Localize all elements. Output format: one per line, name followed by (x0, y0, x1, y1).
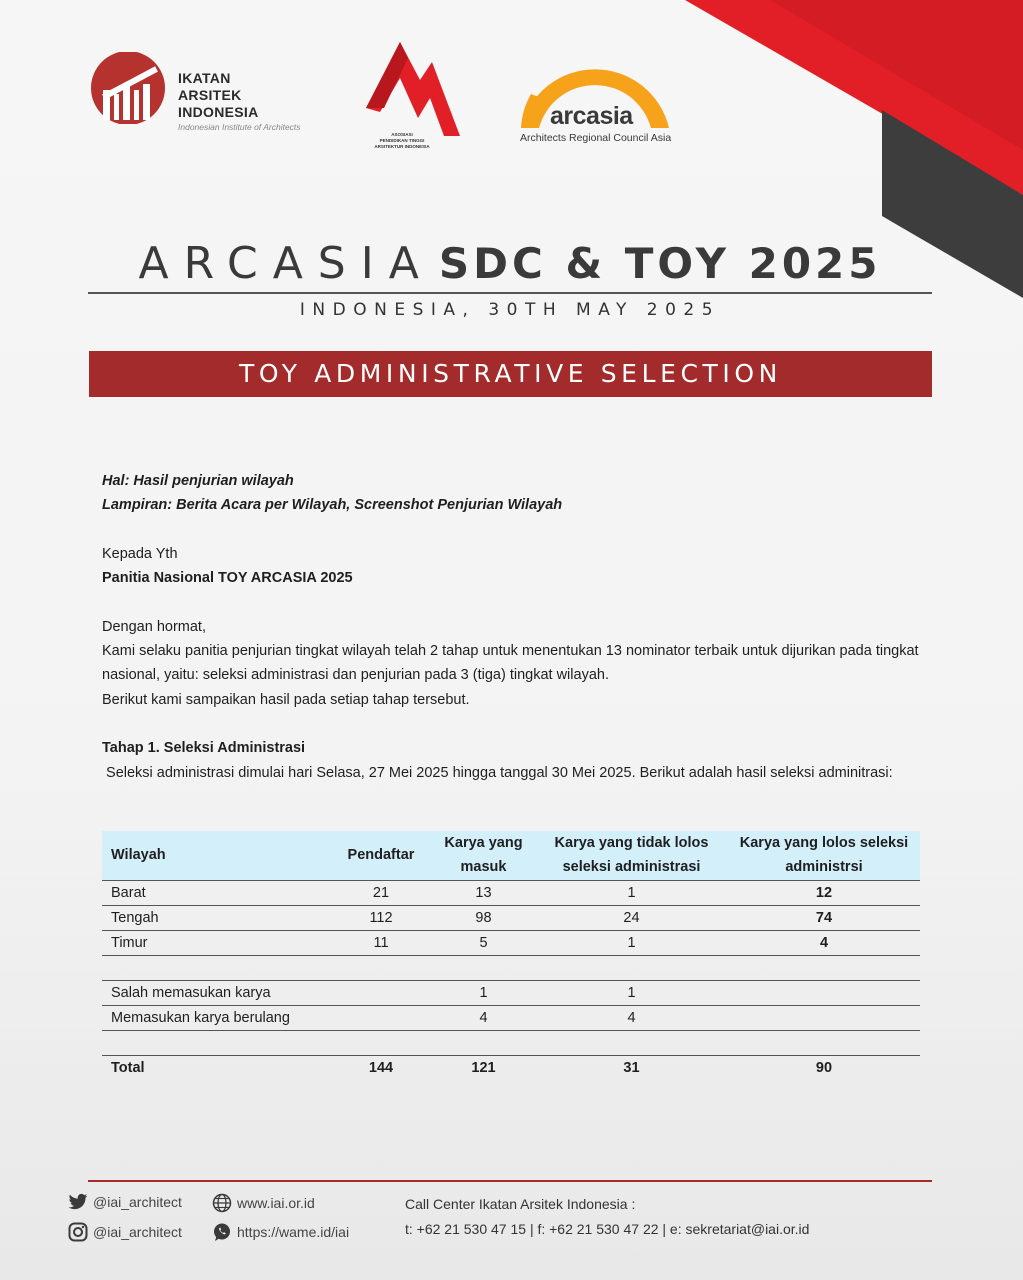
cell-wilayah: Memasukan karya berulang (102, 1005, 330, 1030)
table-row (102, 1005, 920, 1030)
letter-recipient: Panitia Nasional TOY ARCASIA 2025 (102, 570, 353, 587)
cell-wilayah: Salah memasukan karya (102, 980, 330, 1005)
call-center-label: Call Center Ikatan Arsitek Indonesia : (405, 1196, 636, 1212)
footer-instagram[interactable] (68, 1222, 182, 1242)
table-row (102, 980, 920, 1005)
col-pendaftar: Pendaftar (330, 831, 432, 880)
table-spacer-row (102, 955, 920, 980)
total-pendaftar: 144 (330, 1055, 432, 1080)
cell-tidak: 4 (535, 1005, 728, 1030)
aptai-caption-3: ARSITEKTUR INDONESIA (374, 144, 430, 149)
aptai-caption-2: PENDIDIKAN TINGGI (379, 138, 425, 143)
iai-name-line2: ARSITEK (178, 87, 242, 103)
col-tidak-line1: Karya yang tidak lolos (554, 835, 709, 852)
col-wilayah: Wilayah (102, 831, 330, 880)
footer-twitter[interactable] (68, 1193, 182, 1211)
cell-tidak: 1 (535, 930, 728, 955)
col-lolos-line2: administrsi (785, 859, 863, 876)
table-row (102, 905, 920, 930)
cell-pendaftar: 21 (330, 880, 432, 905)
table-header-row (102, 831, 920, 880)
total-lolos: 90 (728, 1055, 920, 1080)
website-url: www.iai.or.id (237, 1195, 315, 1211)
instagram-icon (68, 1222, 88, 1242)
iai-logo (88, 52, 328, 132)
cell-lolos: 74 (728, 905, 920, 930)
aptai-caption-1: ASOSIASI (391, 132, 413, 137)
letter-paragraph-2: Berikut kami sampaikan hasil pada setiap tahap tersebut. (102, 691, 470, 708)
title-arcasia: ARCASIA (138, 238, 434, 289)
col-lolos-line1: Karya yang lolos seleksi (739, 835, 909, 852)
whatsapp-icon (212, 1222, 232, 1242)
twitter-icon (68, 1193, 88, 1211)
cell-masuk: 98 (432, 905, 535, 930)
letter-attachment: Lampiran: Berita Acara per Wilayah, Screenshot Penjurian Wilayah (102, 497, 563, 514)
cell-tidak: 24 (535, 905, 728, 930)
results-table (102, 831, 920, 1080)
footer-website[interactable] (212, 1193, 315, 1213)
total-label: Total (102, 1055, 330, 1080)
table-total-row (102, 1055, 920, 1080)
table-row (102, 880, 920, 905)
letter-body (102, 469, 922, 785)
section-text: Seleksi administrasi dimulai hari Selasa, 27 Mei 2025 hingga tanggal 30 Mei 2025. Berikut adalah hasil seleksi adminitrasi: (102, 764, 893, 781)
whatsapp-url: https://wame.id/iai (237, 1224, 350, 1240)
cell-wilayah: Timur (102, 930, 330, 955)
aptai-logo-icon (362, 40, 466, 140)
title-divider (88, 292, 932, 294)
iai-name-line3: INDONESIA (178, 104, 259, 120)
col-tidak-line2: seleksi administrasi (562, 859, 701, 876)
cell-pendaftar: 11 (330, 930, 432, 955)
letter-to: Kepada Yth (102, 545, 178, 562)
arcasia-logo (517, 50, 677, 150)
cell-wilayah: Tengah (102, 905, 330, 930)
col-lolos (728, 831, 920, 880)
total-tidak: 31 (535, 1055, 728, 1080)
cell-masuk: 5 (432, 930, 535, 955)
letter-greeting: Dengan hormat, (102, 618, 206, 635)
cell-pendaftar: 112 (330, 905, 432, 930)
twitter-handle: @iai_architect (93, 1194, 182, 1210)
footer-divider (88, 1180, 932, 1182)
letter-paragraph-1: Kami selaku panitia penjurian tingkat wilayah telah 2 tahap untuk menentukan 13 nominator terbaik untuk dijurikan pada tingkat nasional, yaitu: seleksi administrasi dan penjurian pada 3 (tiga) tingkat wilayah. (102, 643, 919, 684)
cell-lolos: 4 (728, 930, 920, 955)
table-spacer-row (102, 1030, 920, 1055)
table-row (102, 930, 920, 955)
globe-icon (212, 1193, 232, 1213)
cell-lolos: 12 (728, 880, 920, 905)
letter-subject: Hal: Hasil penjurian wilayah (102, 473, 294, 489)
page-title (88, 238, 932, 289)
total-masuk: 121 (432, 1055, 535, 1080)
cell-masuk: 1 (432, 980, 535, 1005)
instagram-handle: @iai_architect (93, 1224, 182, 1240)
cell-masuk: 4 (432, 1005, 535, 1030)
event-date: INDONESIA, 30TH MAY 2025 (299, 300, 721, 320)
col-masuk-line2: masuk (460, 859, 507, 876)
iai-subtitle: Indonesian Institute of Architects (178, 122, 301, 132)
arcasia-tagline: Architects Regional Council Asia (520, 132, 672, 144)
col-masuk (432, 831, 535, 880)
title-event: SDC & TOY 2025 (438, 239, 882, 288)
col-masuk-line1: Karya yang (444, 835, 523, 852)
cell-masuk: 13 (432, 880, 535, 905)
section-banner: TOY ADMINISTRATIVE SELECTION (89, 351, 932, 397)
iai-logo-icon (88, 52, 170, 124)
iai-name-line1: IKATAN (178, 70, 231, 86)
cell-tidak: 1 (535, 980, 728, 1005)
footer-whatsapp[interactable] (212, 1222, 349, 1242)
section-title: Tahap 1. Seleksi Administrasi (102, 740, 306, 757)
aptai-logo (362, 40, 466, 150)
col-tidak-lolos (535, 831, 728, 880)
cell-wilayah: Barat (102, 880, 330, 905)
arcasia-wordmark: arcasia (550, 102, 633, 130)
contact-details: t: +62 21 530 47 15 | f: +62 21 530 47 22 | e: sekretariat@iai.or.id (405, 1221, 810, 1237)
cell-tidak: 1 (535, 880, 728, 905)
